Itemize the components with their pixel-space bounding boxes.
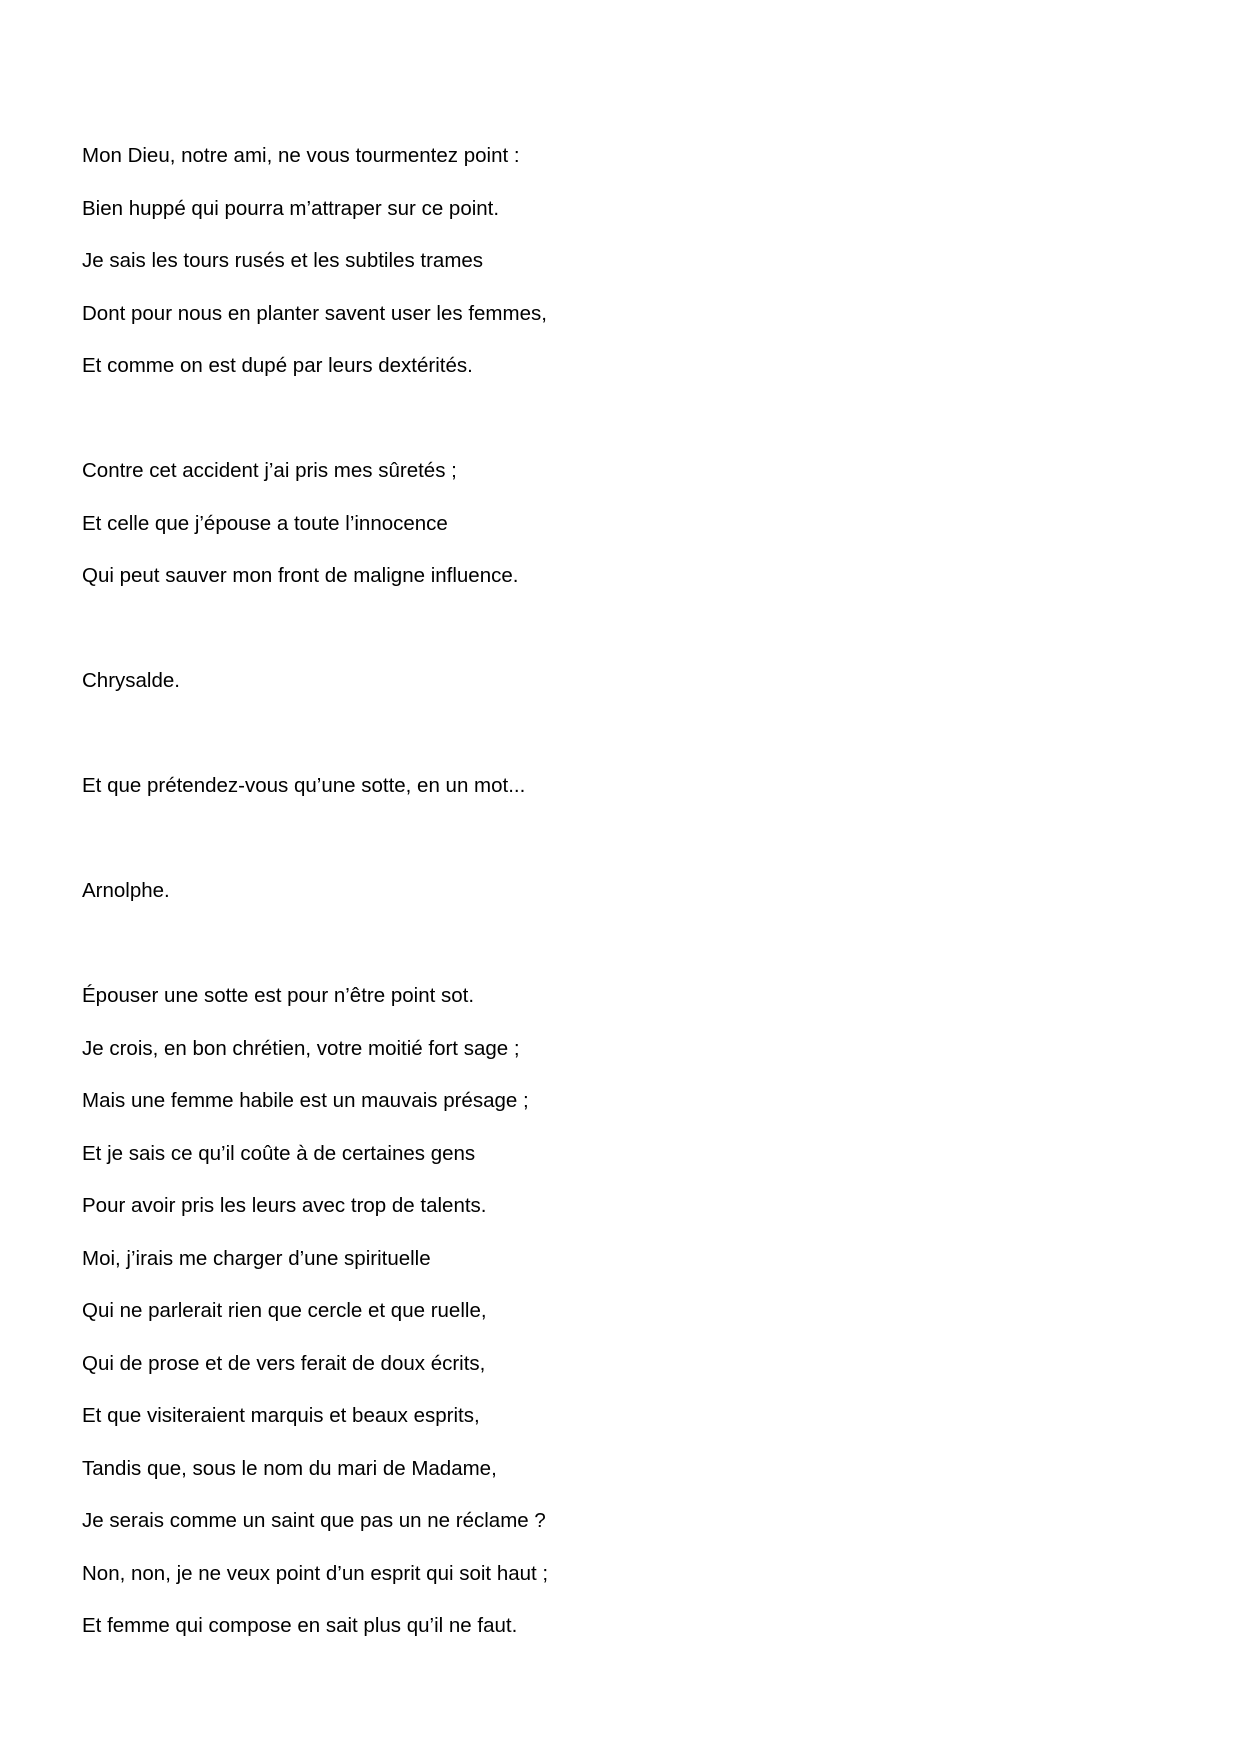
verse-line: Je sais les tours rusés et les subtiles trames (82, 249, 484, 272)
stanza-gap (82, 393, 1162, 446)
verse-line: Qui de prose et de vers ferait de doux écrits, (82, 1351, 486, 1375)
verse-line: Épouser une sotte est pour n’être point sot. (82, 984, 475, 1007)
verse-line: Mais une femme habile est un mauvais présage ; (82, 1089, 529, 1112)
verse-line: Et que visiteraient marquis et beaux esprits, (82, 1404, 480, 1427)
stanza-gap (82, 813, 1162, 866)
verse-line: Qui peut sauver mon front de maligne influence. (82, 564, 519, 587)
verse-line: Dont pour nous en planter savent user les femmes, (82, 301, 547, 325)
verse-line: Bien huppé qui pourra m’attraper sur ce point. (82, 196, 500, 220)
verse-line: Moi, j’irais me charger d’une spirituelle (82, 1246, 431, 1270)
verse-line: Et comme on est dupé par leurs dextérités. (82, 354, 473, 377)
stanza-gap (82, 603, 1162, 656)
speaker-name: Chrysalde. (82, 669, 180, 692)
verse-line: Je serais comme un saint que pas un ne réclame ? (82, 1509, 546, 1532)
speaker-name: Arnolphe. (82, 879, 170, 902)
verse-line: Tandis que, sous le nom du mari de Madame, (82, 1456, 497, 1480)
verse-line: Et que prétendez-vous qu’une sotte, en un mot... (82, 774, 526, 797)
verse-line: Je crois, en bon chrétien, votre moitié fort sage ; (82, 1036, 520, 1060)
verse-text (82, 130, 1162, 1653)
stanza-gap (82, 708, 1162, 761)
verse-line: Et celle que j’épouse a toute l’innocence (82, 511, 448, 535)
verse-line: Pour avoir pris les leurs avec trop de talents. (82, 1194, 487, 1217)
verse-line: Qui ne parlerait rien que cercle et que ruelle, (82, 1299, 487, 1322)
verse-line: Et je sais ce qu’il coûte à de certaines gens (82, 1141, 476, 1165)
verse-line: Contre cet accident j’ai pris mes sûretés ; (82, 459, 457, 482)
verse-line: Mon Dieu, notre ami, ne vous tourmentez point : (82, 144, 520, 167)
verse-line: Non, non, je ne veux point d’un esprit qui soit haut ; (82, 1561, 549, 1585)
stanza-gap (82, 918, 1162, 971)
verse-line: Et femme qui compose en sait plus qu’il ne faut. (82, 1614, 518, 1637)
